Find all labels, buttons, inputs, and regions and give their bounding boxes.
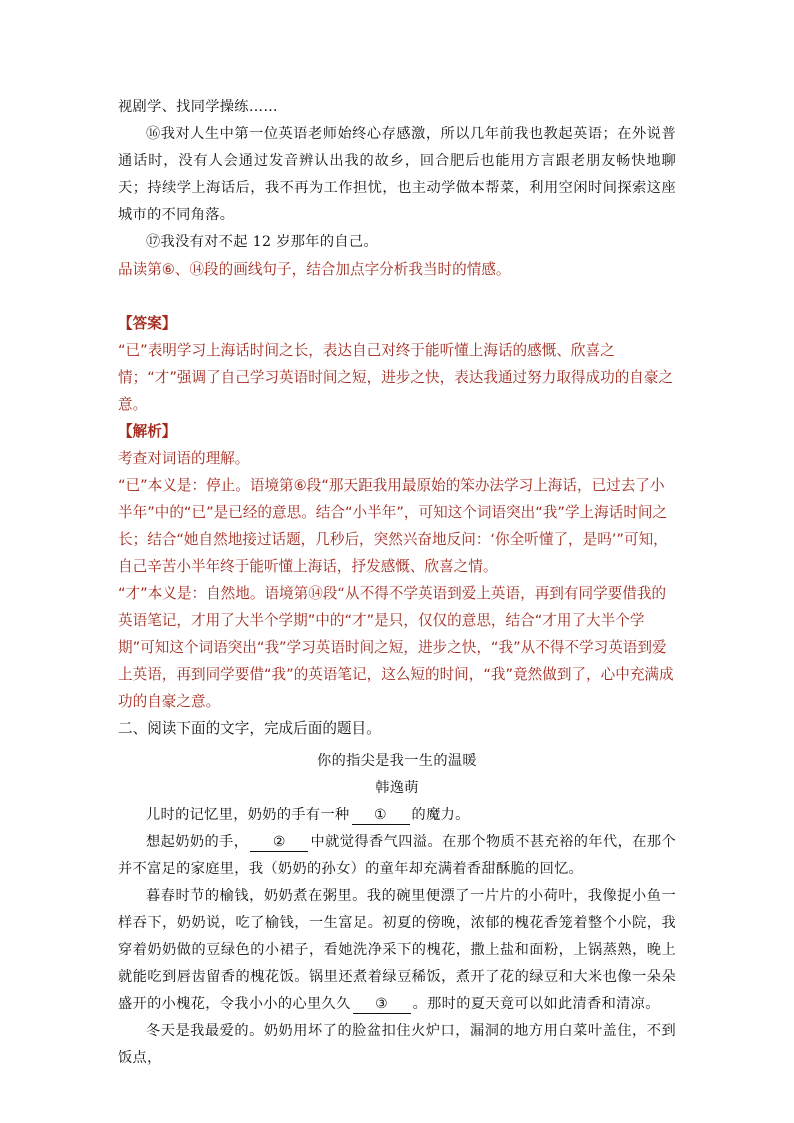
blank-1: ① <box>352 806 410 825</box>
article-paragraph-4: 冬天是我最爱的。奶奶用坏了的脸盆扣住火炉口，漏洞的地方用白菜叶盖住，不到饭点， <box>118 1023 676 1066</box>
text-segment: 暮春时节的榆钱，奶奶煮在粥里。我的碗里便漂了一片片的小荷叶，我像捉小鱼一样吞下，奶奶说，吃了榆钱，一生富足。初夏的傍晚，浓郁的槐花香笼着整个小院，我穿着奶奶做的豆绿色的小裙子，看她洗净采下的槐花，撒上盐和面粉，上锅蒸熟，晚上就能吃到唇齿留香的槐花饭。锅里还煮着绿豆稀饭，煮开了花的绿豆和大米也像一朵朵盛开的小槐花，令我小小的心里久久 <box>118 888 676 1012</box>
text-segment: 想起奶奶的手， <box>146 834 249 850</box>
answer-label: 【答案】 <box>118 315 177 332</box>
article-title: 你的指尖是我一生的温暖 <box>317 753 477 769</box>
text-segment: 的魔力。 <box>411 807 470 823</box>
blank-2: ② <box>250 833 308 852</box>
article-paragraph-3 <box>118 883 676 1018</box>
question-text: 品读第⑥、⑭段的画线句子，结合加点字分析我当时的情感。 <box>118 261 511 278</box>
page-content <box>118 94 676 1072</box>
analysis-label: 【解析】 <box>118 423 177 440</box>
blank-3: ③ <box>353 995 411 1014</box>
article-paragraph-1 <box>118 802 676 829</box>
answer-text: “已”表明学习上海话时间之长，表达自己对终于能听懂上海话的感慨、欣喜之情；“才”强调了自己学习英语时间之短，进步之快，表达我通过努力取得成功的自豪之意。 <box>118 342 674 413</box>
analysis-cai: “才”本义是：自然地。语境第⑭段“从不得不学英语到爱上英语，再到有同学要借我的英语笔记，才用了大半个学期”中的“才”是只，仅仅的意思，结合“才用了大半个学期”可知这个词语突出“我”学习英语时间之短，进步之快，“我”从不得不学习英语到爱上英语，再到同学要借“我”的英语笔记，这么短的时间，“我”竟然做到了，心中充满成功的自豪之意。 <box>118 585 674 710</box>
analysis-yi: “已”本义是：停止。语境第⑥段“那天距我用最原始的笨办法学习上海话，已过去了小半年”中的“已”是已经的意思。结合“小半年”，可知这个词语突出“我”学上海话时间之长；结合“她自然地接过话题，几秒后，突然兴奋地反问：‘你全听懂了，是吗’”可知，自己辛苦小半年终于能听懂上海话，抒发感慨、欣喜之情。 <box>118 477 668 575</box>
article-paragraph-2 <box>118 829 676 883</box>
text-segment: 中就觉得香气四溢。在那个物质不甚充裕的年代，在那个并不富足的家庭里，我（奶奶的孙女）的童年却充满着香甜酥脆的回忆。 <box>118 834 676 877</box>
spacer <box>118 283 676 310</box>
text-segment: 儿时的记忆里，奶奶的手有一种 <box>146 807 350 823</box>
analysis-intro: 考查对词语的理解。 <box>118 450 250 467</box>
section-instruction: 二、阅读下面的文字，完成后面的题目。 <box>118 720 381 737</box>
text-segment: 。那时的夏天竟可以如此清香和清凉。 <box>412 996 660 1012</box>
paragraph-17: ⑰我没有对不起 12 岁那年的自己。 <box>146 234 378 250</box>
paragraph-16: ⑯我对人生中第一位英语老师始终心存感激，所以几年前我也教起英语；在外说普通话时，没有人会通过发音辨认出我的故乡，回合肥后也能用方言跟老朋友畅快地聊天；持续学上海话后，我不再为工作担忧，也主动学做本帮菜，利用空闲时间探索这座城市的不同角落。 <box>118 126 676 223</box>
line-continuation: 视剧学、找同学操练…… <box>118 99 278 115</box>
article-author: 韩逸萌 <box>375 780 419 796</box>
